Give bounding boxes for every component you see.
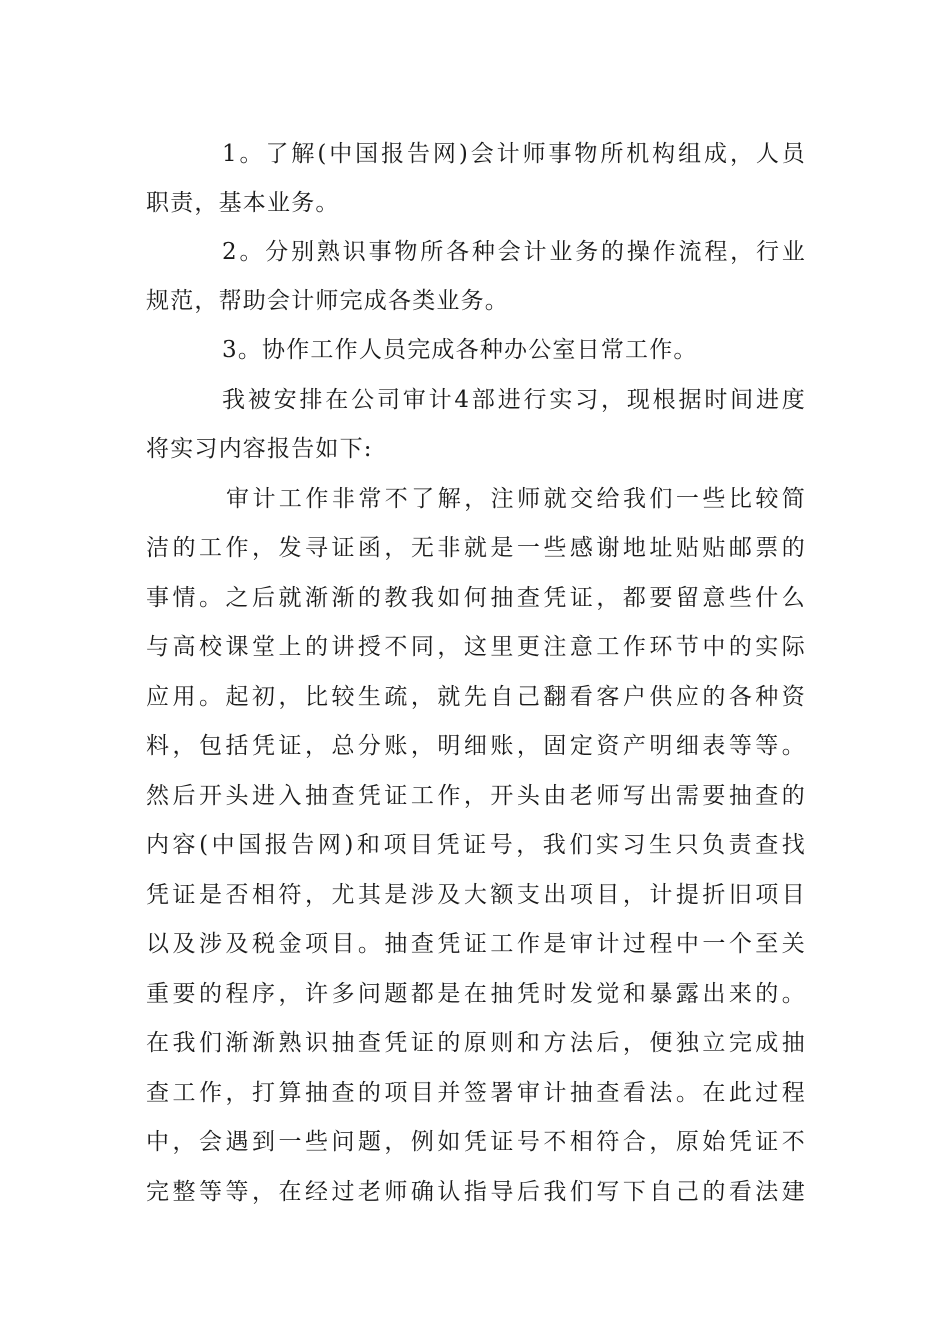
text-line: 以及涉及税金项目。抽查凭证工作是审计过程中一个至关 [146, 931, 806, 957]
text-line: 重要的程序，许多问题都是在抽凭时发觉和暴露出来的。 [146, 981, 806, 1007]
text-line: 1。了解(中国报告网)会计师事物所机构组成，人员 [222, 141, 806, 167]
text-line: 将实习内容报告如下: [146, 436, 373, 462]
text-line: 3。协作工作人员完成各种办公室日常工作。 [222, 337, 698, 363]
text-line: 洁的工作，发寻证函，无非就是一些感谢地址贴贴邮票的 [146, 535, 806, 561]
text-line: 事情。之后就渐渐的教我如何抽查凭证，都要留意些什么 [146, 585, 806, 611]
text-line: 中，会遇到一些问题，例如凭证号不相符合，原始凭证不 [146, 1129, 806, 1155]
text-line: 与高校课堂上的讲授不同，这里更注意工作环节中的实际 [146, 634, 806, 660]
text-line: 查工作，打算抽查的项目并签署审计抽查看法。在此过程 [146, 1080, 806, 1106]
text-line: 完整等等，在经过老师确认指导后我们写下自己的看法建 [146, 1179, 806, 1205]
text-line: 料，包括凭证，总分账，明细账，固定资产明细表等等。 [146, 733, 806, 759]
text-line: 我被安排在公司审计4部进行实习，现根据时间进度 [222, 387, 806, 413]
text-line: 职责，基本业务。 [146, 190, 340, 216]
text-line: 2。分别熟识事物所各种会计业务的操作流程，行业 [222, 239, 806, 265]
text-line: 凭证是否相符，尤其是涉及大额支出项目，计提折旧项目 [146, 882, 806, 908]
text-line: 然后开头进入抽查凭证工作，开头由老师写出需要抽查的 [146, 783, 806, 809]
text-line: 规范，帮助会计师完成各类业务。 [146, 288, 509, 314]
text-line: 内容(中国报告网)和项目凭证号，我们实习生只负责查找 [146, 832, 806, 858]
text-line: 应用。起初，比较生疏，就先自己翻看客户供应的各种资 [146, 684, 806, 710]
text-line: 在我们渐渐熟识抽查凭证的原则和方法后，便独立完成抽 [146, 1030, 806, 1056]
text-line: 审计工作非常不了解，注师就交给我们一些比较简 [226, 486, 806, 512]
